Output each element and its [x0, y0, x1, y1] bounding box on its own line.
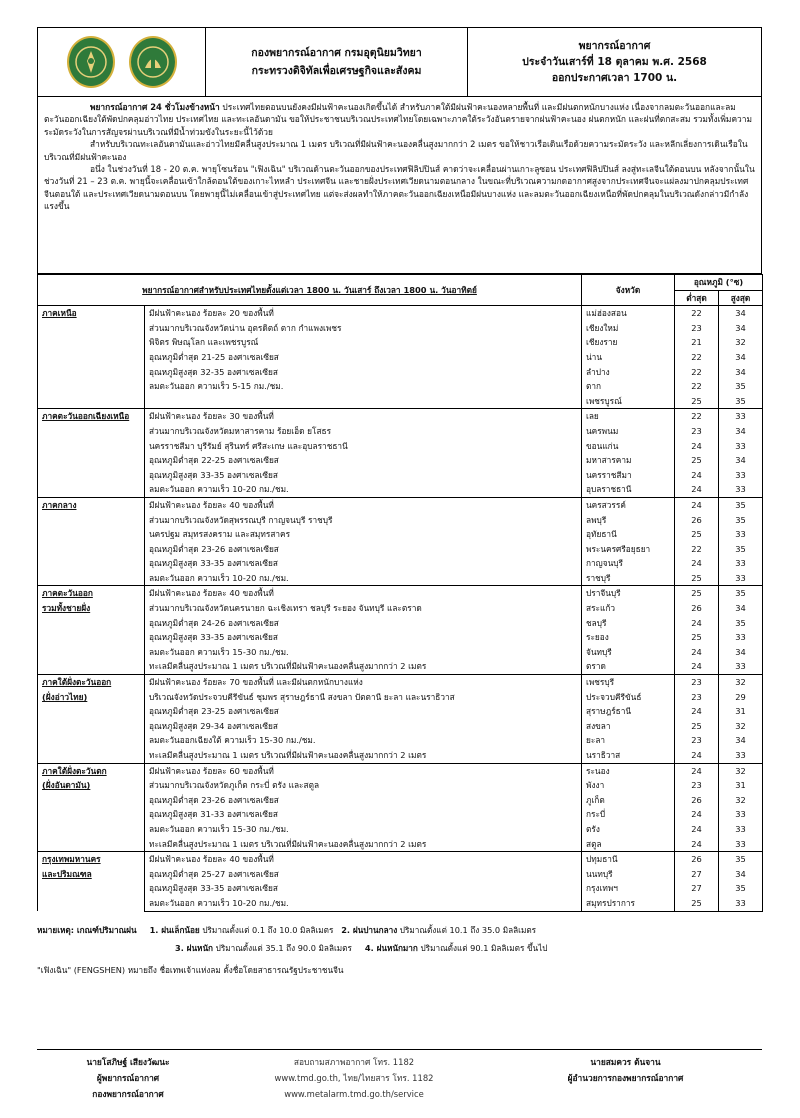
- table-row: [38, 586, 763, 601]
- max-temp: 33: [719, 468, 763, 483]
- max-temp: 35: [719, 379, 763, 394]
- min-temp: 24: [675, 822, 719, 837]
- table-row: [38, 748, 763, 763]
- region-name: [38, 586, 145, 675]
- notes-line-2: [37, 939, 762, 957]
- province-name: นครพนม: [582, 424, 675, 439]
- min-temp: 25: [675, 719, 719, 734]
- province-name: กระบี่: [582, 807, 675, 822]
- forecast-description: อุณหภูมิสูงสุด 33-35 องศาเซลเซียส: [145, 630, 582, 645]
- table-row: [38, 601, 763, 616]
- forecast-description: ส่วนมากบริเวณจังหวัดน่าน อุตรดิตถ์ ตาก กำแพงเพชร: [145, 321, 582, 336]
- max-temp: 32: [719, 763, 763, 778]
- max-temp: 33: [719, 571, 763, 586]
- criteria-3-term: 3. ฝนหนัก: [175, 942, 214, 953]
- criteria-4-term: 4. ฝนหนักมาก: [364, 942, 418, 953]
- max-temp: 32: [719, 719, 763, 734]
- max-temp: 33: [719, 439, 763, 454]
- province-name: ปทุมธานี: [582, 852, 675, 867]
- province-name: ประจวบคีรีขันธ์: [582, 690, 675, 705]
- province-name: มหาสารคาม: [582, 453, 675, 468]
- min-temp: 22: [675, 542, 719, 557]
- forecast-description: มีฝนฟ้าคะนอง ร้อยละ 70 ของพื้นที่ และมีฝนตกหนักบางแห่ง: [145, 675, 582, 690]
- max-temp: 33: [719, 807, 763, 822]
- table-row: [38, 424, 763, 439]
- table-row: [38, 306, 763, 321]
- director-role: ผู้อำนวยการกองพยากรณ์อากาศ: [567, 1073, 684, 1083]
- forecast-description: ส่วนมากบริเวณจังหวัดภูเก็ต กระบี่ ตรัง และสตูล: [145, 778, 582, 793]
- min-temp: 24: [675, 616, 719, 631]
- forecaster-name: นายโสภิษฐ์ เสียงวัฒนะ: [86, 1057, 170, 1067]
- forecast-description: ลมตะวันออก ความเร็ว 10-20 กม./ชม.: [145, 571, 582, 586]
- province-name: ตราด: [582, 659, 675, 674]
- forecast-description: อุณหภูมิต่ำสุด 21-25 องศาเซลเซียส: [145, 350, 582, 365]
- table-row: [38, 659, 763, 674]
- province-name: อุทัยธานี: [582, 527, 675, 542]
- min-temp: 22: [675, 350, 719, 365]
- min-temp: 25: [675, 394, 719, 409]
- province-name: ลพบุรี: [582, 513, 675, 528]
- forecaster-dept: กองพยากรณ์อากาศ: [92, 1089, 164, 1099]
- max-temp: 34: [719, 350, 763, 365]
- forecast-description: อุณหภูมิสูงสุด 33-35 องศาเซลเซียส: [145, 468, 582, 483]
- min-temp: 24: [675, 807, 719, 822]
- forecast-description: [145, 394, 582, 409]
- table-row: [38, 409, 763, 424]
- max-temp: 35: [719, 852, 763, 867]
- province-name: สระแก้ว: [582, 601, 675, 616]
- min-temp: 25: [675, 453, 719, 468]
- table-row: [38, 571, 763, 586]
- max-temp: 33: [719, 409, 763, 424]
- min-temp: 26: [675, 601, 719, 616]
- min-temp: 24: [675, 659, 719, 674]
- forecast-description: อุณหภูมิต่ำสุด 23-25 องศาเซลเซียส: [145, 704, 582, 719]
- table-row: [38, 482, 763, 497]
- rain-criteria-notes: [37, 921, 762, 979]
- max-temp: 34: [719, 365, 763, 380]
- max-temp: 34: [719, 733, 763, 748]
- org-line-2: กระทรวงดิจิทัลเพื่อเศรษฐกิจและสังคม: [251, 65, 422, 77]
- min-temp: 26: [675, 793, 719, 808]
- province-name: เชียงราย: [582, 335, 675, 350]
- max-temp: 33: [719, 527, 763, 542]
- max-temp: 33: [719, 837, 763, 852]
- min-temp: 23: [675, 778, 719, 793]
- max-temp: 35: [719, 513, 763, 528]
- min-temp: 25: [675, 527, 719, 542]
- forecast-description: นครราชสีมา บุรีรัมย์ สุรินทร์ ศรีสะเกษ และอุบลราชธานี: [145, 439, 582, 454]
- table-row: [38, 645, 763, 660]
- region-name: [38, 763, 145, 852]
- max-temp: 35: [719, 586, 763, 601]
- temperature-header: อุณหภูมิ (°ซ): [675, 275, 763, 291]
- province-name: กรุงเทพฯ: [582, 881, 675, 896]
- forecast-description: ทะเลมีคลื่นสูงประมาณ 1 เมตร บริเวณที่มีฝนฟ้าคะนองคลื่นสูงมากกว่า 2 เมตร: [145, 837, 582, 852]
- province-name: สมุทรปราการ: [582, 896, 675, 911]
- table-row: [38, 439, 763, 454]
- max-temp: 32: [719, 335, 763, 350]
- tmd-logo-icon: [67, 36, 115, 88]
- region-name-line: ภาคกลาง: [42, 499, 77, 510]
- title-line-3: ออกประกาศเวลา 1700 น.: [551, 72, 678, 84]
- min-temp: 27: [675, 881, 719, 896]
- min-temp: 23: [675, 675, 719, 690]
- region-name-line: ภาคใต้ฝั่งตะวันออก: [42, 677, 112, 688]
- forecaster-signature: [37, 1054, 219, 1102]
- forecast-description: อุณหภูมิสูงสุด 32-35 องศาเซลเซียส: [145, 365, 582, 380]
- min-temp: 22: [675, 365, 719, 380]
- forecast-description: ส่วนมากบริเวณจังหวัดสุพรรณบุรี กาญจนบุรี ราชบุรี: [145, 513, 582, 528]
- max-temp: 33: [719, 482, 763, 497]
- province-name: ชลบุรี: [582, 616, 675, 631]
- max-temp: 35: [719, 497, 763, 512]
- table-row: [38, 704, 763, 719]
- min-temp: 24: [675, 556, 719, 571]
- province-name: ขอนแก่น: [582, 439, 675, 454]
- contact-line-1: สอบถามสภาพอากาศ โทร. 1182: [293, 1057, 415, 1067]
- max-temp-header: สูงสุด: [719, 290, 763, 306]
- province-name: สงขลา: [582, 719, 675, 734]
- province-name: ตาก: [582, 379, 675, 394]
- min-temp: 24: [675, 748, 719, 763]
- criteria-4-desc: ปริมาณตั้งแต่ 90.1 มิลลิเมตร ขึ้นไป: [417, 942, 548, 953]
- province-header: จังหวัด: [582, 275, 675, 306]
- min-temp: 24: [675, 468, 719, 483]
- min-temp: 25: [675, 630, 719, 645]
- table-row: [38, 881, 763, 896]
- document-header: [37, 27, 762, 97]
- max-temp: 34: [719, 424, 763, 439]
- min-temp: 24: [675, 763, 719, 778]
- min-temp: 24: [675, 482, 719, 497]
- max-temp: 35: [719, 616, 763, 631]
- province-name: เชียงใหม่: [582, 321, 675, 336]
- region-name: [38, 675, 145, 764]
- table-row: [38, 852, 763, 867]
- table-row: [38, 867, 763, 882]
- summary-paragraph-2: สำหรับบริเวณทะเลอันดามันและอ่าวไทยมีคลื่นสูงประมาณ 1 เมตร บริเวณที่มีฝนฟ้าคะนองคลื่นสูงมากกว่า 2 เมตร ขอให้ชาวเรือเดินเรือด้วยความระมัดระวัง และหลีกเลี่ยงการเดินเรือในบริเวณที่มีฝนฟ้าคะนอง: [44, 139, 748, 162]
- table-row: [38, 733, 763, 748]
- summary-lead: พยากรณ์อากาศ 24 ชั่วโมงข้างหน้า: [90, 102, 220, 112]
- region-name-line: รวมทั้งชายฝั่ง: [42, 603, 91, 614]
- min-temp-header: ต่ำสุด: [675, 290, 719, 306]
- criteria-1-desc: ปริมาณตั้งแต่ 0.1 ถึง 10.0 มิลลิเมตร: [199, 924, 334, 935]
- max-temp: 34: [719, 321, 763, 336]
- province-name: ภูเก็ต: [582, 793, 675, 808]
- forecast-description: ลมตะวันออก ความเร็ว 5-15 กม./ชม.: [145, 379, 582, 394]
- forecast-description: ทะเลมีคลื่นสูงประมาณ 1 เมตร บริเวณที่มีฝนฟ้าคะนองคลื่นสูงมากกว่า 2 เมตร: [145, 659, 582, 674]
- max-temp: 31: [719, 704, 763, 719]
- criteria-3-desc: ปริมาณตั้งแต่ 35.1 ถึง 90.0 มิลลิเมตร: [213, 942, 352, 953]
- criteria-1-term: 1. ฝนเล็กน้อย: [149, 924, 200, 935]
- title-line-2: ประจำวันเสาร์ที่ 18 ตุลาคม พ.ศ. 2568: [522, 56, 707, 68]
- organization-name: [206, 28, 468, 96]
- province-name: ยะลา: [582, 733, 675, 748]
- forecast-description: มีฝนฟ้าคะนอง ร้อยละ 60 ของพื้นที่: [145, 763, 582, 778]
- province-name: เพชรบุรี: [582, 675, 675, 690]
- province-name: พังงา: [582, 778, 675, 793]
- min-temp: 24: [675, 645, 719, 660]
- province-name: นราธิวาส: [582, 748, 675, 763]
- forecast-description: ลมตะวันออกเฉียงใต้ ความเร็ว 15-30 กม./ชม.: [145, 733, 582, 748]
- province-name: กาญจนบุรี: [582, 556, 675, 571]
- max-temp: 33: [719, 822, 763, 837]
- forecast-description: บริเวณจังหวัดประจวบคีรีขันธ์ ชุมพร สุราษฎร์ธานี สงขลา ปัตตานี ยะลา และนราธิวาส: [145, 690, 582, 705]
- summary-body-1: ประเทศไทยตอนบนยังคงมีฝนฟ้าคะนองเกิดขึ้นได้ สำหรับภาคใต้มีฝนฟ้าคะนองหลายพื้นที่ และมีฝนตกหนักบางแห่ง เนื่องจากลมตะวันออกและลมตะวันออกเฉียงใต้พัดปกคลุมอ่าวไทย ประเทศไทย และทะเลอันดามัน ขอให้ประชาชนบริเวณประเทศไทยโดยเฉพาะภาคใต้ระวังอันตรายจากฝนฟ้าคะนอง ฝนตกหนัก และฝนที่ตกสะสม รวมทั้งเพิ่มความระมัดระวังในการสัญจรผ่านบริเวณที่มีน้ำท่วมขังในระยะนี้ไว้ด้วย: [44, 102, 752, 137]
- max-temp: 33: [719, 896, 763, 911]
- title-line-1: พยากรณ์อากาศ: [578, 40, 651, 52]
- region-name-line: ภาคตะวันออกเฉียงเหนือ: [42, 411, 130, 422]
- forecast-description: ลมตะวันออก ความเร็ว 15-30 กม./ชม.: [145, 822, 582, 837]
- document-footer: [37, 1049, 762, 1102]
- director-name: นายสมควร ต้นจาน: [590, 1057, 661, 1067]
- table-row: [38, 630, 763, 645]
- forecast-description: มีฝนฟ้าคะนอง ร้อยละ 40 ของพื้นที่: [145, 586, 582, 601]
- forecast-description: อุณหภูมิสูงสุด 31-33 องศาเซลเซียส: [145, 807, 582, 822]
- min-temp: 21: [675, 335, 719, 350]
- min-temp: 23: [675, 733, 719, 748]
- table-heading: พยากรณ์อากาศสำหรับประเทศไทยตั้งแต่เวลา 1800 น. วันเสาร์ ถึงเวลา 1800 น. วันอาทิตย์: [38, 275, 582, 306]
- forecast-title: [468, 28, 761, 96]
- min-temp: 25: [675, 896, 719, 911]
- criteria-2-desc: ปริมาณตั้งแต่ 10.1 ถึง 35.0 มิลลิเมตร: [397, 924, 537, 935]
- region-name: [38, 409, 145, 498]
- province-name: พระนครศรีอยุธยา: [582, 542, 675, 557]
- forecast-description: พิจิตร พิษณุโลก และเพชรบูรณ์: [145, 335, 582, 350]
- forecast-summary: [37, 97, 762, 274]
- province-name: แม่ฮ่องสอน: [582, 306, 675, 321]
- summary-paragraph-3: อนึ่ง ในช่วงวันที่ 18 - 20 ต.ค. พายุโซนร้อน "เฟิงเฉิน" บริเวณด้านตะวันออกของประเทศฟิลิปปินส์ คาดว่าจะเคลื่อนผ่านเกาะลูซอน ประเทศฟิลิปปินส์ ลงสู่ทะเลจีนใต้ตอนบน หลังจากนั้นในช่วงวันที่ 21 – 23 ต.ค. พายุนี้จะเคลื่อนเข้าใกล้ตอนใต้ของเกาะไหหลำ ประเทศจีน และชายฝั่งประเทศเวียดนามตอนกลาง ในขณะที่บริเวณความกดอากาศสูงจากประเทศจีนจะแผ่ลงมาปกคลุมประเทศจีนตอนใต้ และประเทศเวียดนามตอนบน โดยพายุนี้ไม่เคลื่อนเข้าสู่ประเทศไทย แต่จะส่งผลทำให้ภาคตะวันออกเฉียงเหนือมีฝนบางแห่ง และลมตะวันออกเฉียงเหนือที่พัดปกคลุมในบริเวณดังกล่าวมีกำลังแรงขึ้น: [44, 164, 755, 212]
- forecast-description: มีฝนฟ้าคะนอง ร้อยละ 40 ของพื้นที่: [145, 497, 582, 512]
- org-line-1: กองพยากรณ์อากาศ กรมอุตุนิยมวิทยา: [251, 47, 422, 59]
- contact-info: [219, 1054, 489, 1102]
- notes-label: หมายเหตุ: เกณฑ์ปริมาณฝน: [37, 924, 137, 935]
- region-name-line: (ฝั่งอันดามัน): [42, 780, 91, 791]
- region-name-line: ภาคเหนือ: [42, 308, 77, 319]
- table-row: [38, 837, 763, 852]
- max-temp: 31: [719, 778, 763, 793]
- table-row: [38, 527, 763, 542]
- max-temp: 33: [719, 630, 763, 645]
- forecast-description: อุณหภูมิสูงสุด 29-34 องศาเซลเซียส: [145, 719, 582, 734]
- forecast-description: อุณหภูมิต่ำสุด 23-26 องศาเซลเซียส: [145, 542, 582, 557]
- province-name: นครสวรรค์: [582, 497, 675, 512]
- province-name: ระยอง: [582, 630, 675, 645]
- forecast-description: มีฝนฟ้าคะนอง ร้อยละ 30 ของพื้นที่: [145, 409, 582, 424]
- region-name: [38, 852, 145, 911]
- min-temp: 26: [675, 852, 719, 867]
- notes-line-1: [37, 921, 762, 939]
- contact-line-2: www.tmd.go.th, ไทย/ไทยสาร โทร. 1182: [274, 1073, 434, 1083]
- region-name-line: กรุงเทพมหานคร: [42, 854, 101, 865]
- table-row: [38, 350, 763, 365]
- contact-line-3: www.metalarm.tmd.go.th/service: [284, 1089, 424, 1099]
- logo-group: [38, 28, 206, 96]
- forecast-description: อุณหภูมิสูงสุด 33-35 องศาเซลเซียส: [145, 881, 582, 896]
- province-name: เพชรบูรณ์: [582, 394, 675, 409]
- table-row: [38, 616, 763, 631]
- region-name: [38, 497, 145, 586]
- table-row: [38, 763, 763, 778]
- region-name: [38, 306, 145, 409]
- province-name: นนทบุรี: [582, 867, 675, 882]
- min-temp: 23: [675, 690, 719, 705]
- table-row: [38, 394, 763, 409]
- min-temp: 23: [675, 321, 719, 336]
- forecast-description: อุณหภูมิต่ำสุด 24-26 องศาเซลเซียส: [145, 616, 582, 631]
- region-name-line: (ฝั่งอ่าวไทย): [42, 691, 88, 702]
- province-name: ราชบุรี: [582, 571, 675, 586]
- province-name: ปราจีนบุรี: [582, 586, 675, 601]
- forecast-description: ลมตะวันออก ความเร็ว 10-20 กม./ชม.: [145, 896, 582, 911]
- table-row: [38, 807, 763, 822]
- table-row: [38, 513, 763, 528]
- forecast-description: อุณหภูมิต่ำสุด 22-25 องศาเซลเซียส: [145, 453, 582, 468]
- province-name: นครราชสีมา: [582, 468, 675, 483]
- director-signature: [489, 1054, 762, 1102]
- min-temp: 26: [675, 513, 719, 528]
- region-name-line: และปริมณฑล: [42, 868, 92, 879]
- max-temp: 29: [719, 690, 763, 705]
- forecast-document: [37, 27, 762, 979]
- table-row: [38, 556, 763, 571]
- min-temp: 23: [675, 424, 719, 439]
- province-name: ลำปาง: [582, 365, 675, 380]
- province-name: ระนอง: [582, 763, 675, 778]
- forecaster-role: ผู้พยากรณ์อากาศ: [96, 1073, 160, 1083]
- province-name: สตูล: [582, 837, 675, 852]
- table-row: [38, 822, 763, 837]
- forecast-description: อุณหภูมิต่ำสุด 25-27 องศาเซลเซียส: [145, 867, 582, 882]
- table-row: [38, 497, 763, 512]
- forecast-description: อุณหภูมิต่ำสุด 23-26 องศาเซลเซียส: [145, 793, 582, 808]
- summary-paragraph-1: [44, 101, 755, 138]
- table-row: [38, 675, 763, 690]
- max-temp: 32: [719, 675, 763, 690]
- table-row: [38, 778, 763, 793]
- min-temp: 25: [675, 586, 719, 601]
- table-row: [38, 379, 763, 394]
- max-temp: 34: [719, 306, 763, 321]
- table-row: [38, 896, 763, 911]
- province-name: สุราษฎร์ธานี: [582, 704, 675, 719]
- table-row: [38, 335, 763, 350]
- min-temp: 22: [675, 409, 719, 424]
- ministry-logo-icon: [129, 36, 177, 88]
- table-row: [38, 542, 763, 557]
- max-temp: 35: [719, 542, 763, 557]
- table-row: [38, 468, 763, 483]
- forecast-description: อุณหภูมิสูงสุด 33-35 องศาเซลเซียส: [145, 556, 582, 571]
- min-temp: 27: [675, 867, 719, 882]
- table-row: [38, 453, 763, 468]
- forecast-description: มีฝนฟ้าคะนอง ร้อยละ 20 ของพื้นที่: [145, 306, 582, 321]
- table-row: [38, 321, 763, 336]
- forecast-table-body: [38, 306, 763, 911]
- max-temp: 34: [719, 601, 763, 616]
- province-name: อุบลราชธานี: [582, 482, 675, 497]
- province-name: เลย: [582, 409, 675, 424]
- forecast-description: ลมตะวันออก ความเร็ว 15-30 กม./ชม.: [145, 645, 582, 660]
- min-temp: 24: [675, 704, 719, 719]
- forecast-description: ส่วนมากบริเวณจังหวัดมหาสารคาม ร้อยเอ็ด ยโสธร: [145, 424, 582, 439]
- max-temp: 33: [719, 748, 763, 763]
- region-name-line: ภาคใต้ฝั่งตะวันตก: [42, 765, 107, 776]
- max-temp: 35: [719, 881, 763, 896]
- table-row: [38, 690, 763, 705]
- max-temp: 34: [719, 867, 763, 882]
- forecast-table: [37, 274, 763, 912]
- min-temp: 24: [675, 837, 719, 852]
- forecast-description: ทะเลมีคลื่นสูงประมาณ 1 เมตร บริเวณที่มีฝนฟ้าคะนองคลื่นสูงมากกว่า 2 เมตร: [145, 748, 582, 763]
- min-temp: 22: [675, 379, 719, 394]
- forecast-description: นครปฐม สมุทรสงคราม และสมุทรสาคร: [145, 527, 582, 542]
- min-temp: 22: [675, 306, 719, 321]
- forecast-description: มีฝนฟ้าคะนอง ร้อยละ 40 ของพื้นที่: [145, 852, 582, 867]
- province-name: จันทบุรี: [582, 645, 675, 660]
- table-row: [38, 365, 763, 380]
- region-name-line: ภาคตะวันออก: [42, 588, 93, 599]
- max-temp: 33: [719, 556, 763, 571]
- storm-name-note: "เฟิงเฉิน" (FENGSHEN) หมายถึง ชื่อเทพเจ้าแห่งลม ตั้งชื่อโดยสาธารณรัฐประชาชนจีน: [37, 964, 344, 975]
- province-name: ตรัง: [582, 822, 675, 837]
- table-row: [38, 719, 763, 734]
- max-temp: 33: [719, 659, 763, 674]
- min-temp: 24: [675, 497, 719, 512]
- max-temp: 35: [719, 394, 763, 409]
- min-temp: 25: [675, 571, 719, 586]
- criteria-2-term: 2. ฝนปานกลาง: [341, 924, 398, 935]
- province-name: น่าน: [582, 350, 675, 365]
- max-temp: 34: [719, 645, 763, 660]
- max-temp: 34: [719, 453, 763, 468]
- max-temp: 32: [719, 793, 763, 808]
- forecast-description: ส่วนมากบริเวณจังหวัดนครนายก ฉะเชิงเทรา ชลบุรี ระยอง จันทบุรี และตราด: [145, 601, 582, 616]
- table-row: [38, 793, 763, 808]
- min-temp: 24: [675, 439, 719, 454]
- forecast-description: ลมตะวันออก ความเร็ว 10-20 กม./ชม.: [145, 482, 582, 497]
